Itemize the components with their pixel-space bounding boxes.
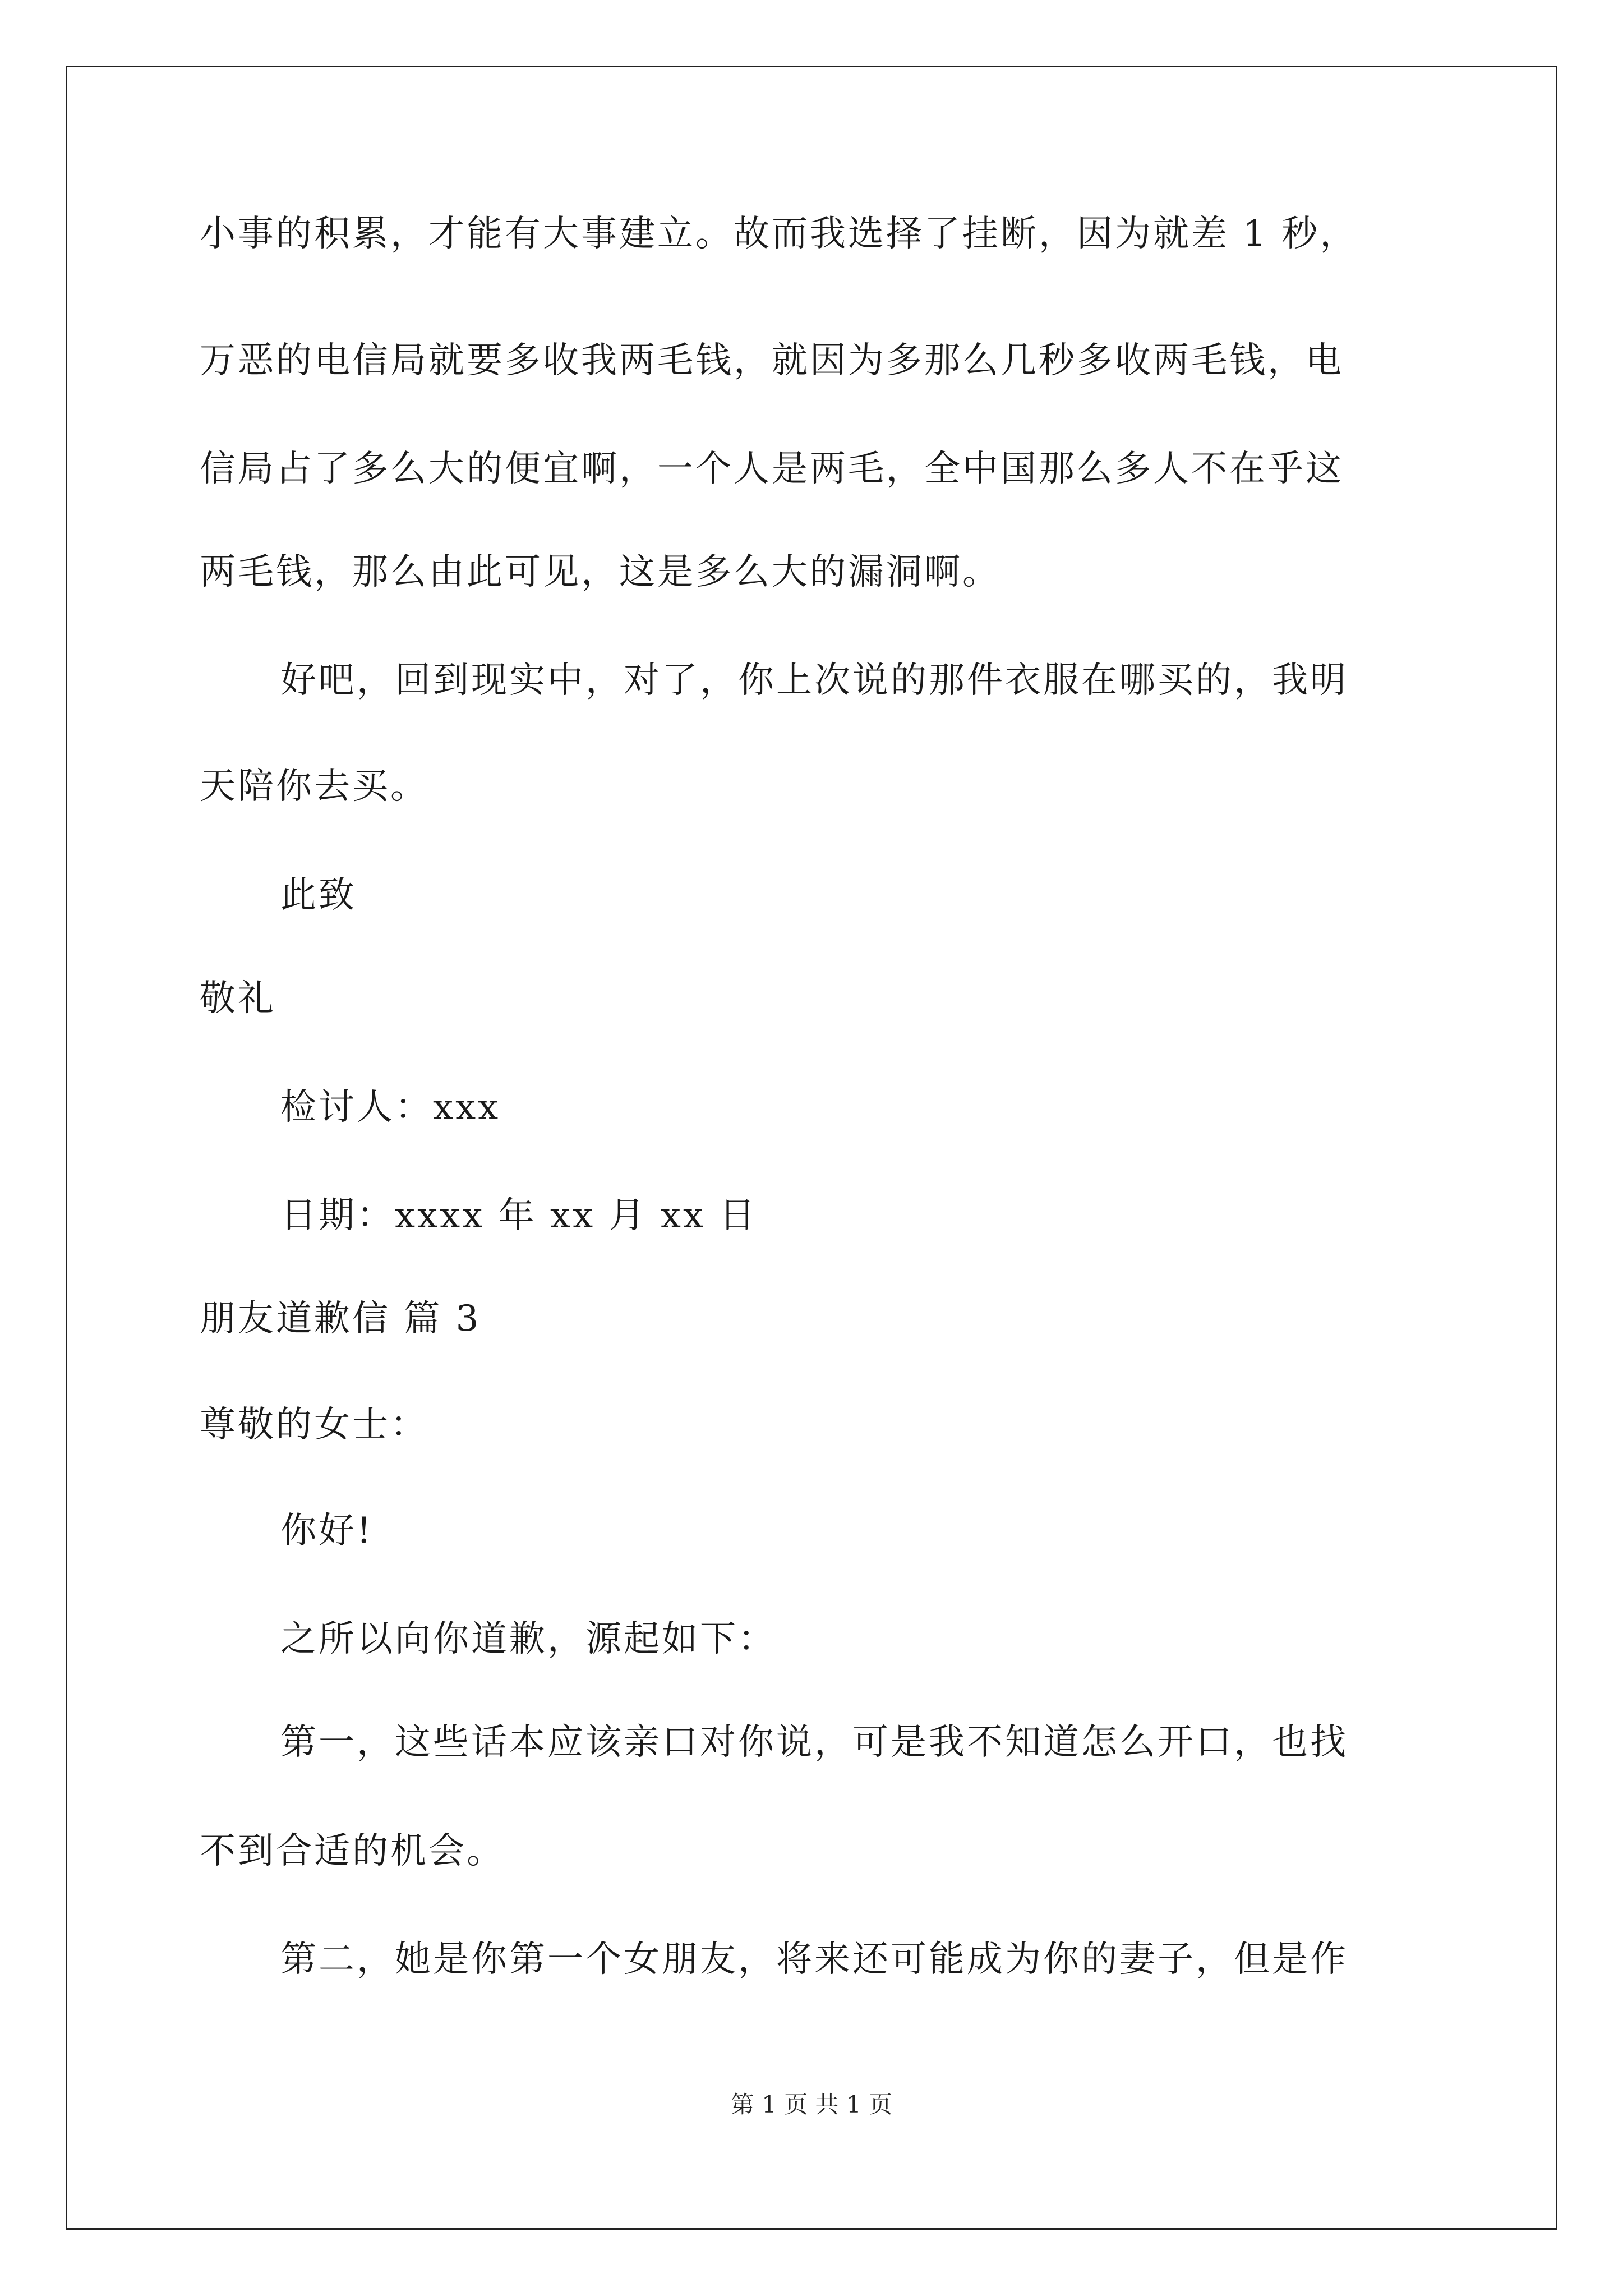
paragraph-line: 第一，这些话本应该亲口对你说，可是我不知道怎么开口，也找: [280, 1722, 1348, 1763]
signature-line: 检讨人：xxx: [280, 1087, 501, 1128]
page-number-footer: 第 1 页 共 1 页: [730, 2091, 893, 2118]
closing-line: 此致: [280, 875, 357, 916]
paragraph-line: 不到合适的机会。: [200, 1830, 505, 1872]
paragraph-line: 两毛钱，那么由此可见，这是多么大的漏洞啊。: [200, 551, 1000, 593]
paragraph-line: 之所以向你道歉，源起如下：: [280, 1618, 776, 1660]
paragraph-line: 万恶的电信局就要多收我两毛钱，就因为多那么几秒多收两毛钱，电: [200, 340, 1344, 381]
salutation-line: 尊敬的女士：: [200, 1404, 428, 1446]
section-heading: 朋友道歉信 篇 3: [200, 1298, 481, 1340]
paragraph-line: 小事的积累，才能有大事建立。故而我选择了挂断，因为就差 1 秒，: [200, 213, 1358, 255]
date-line: 日期：xxxx 年 xx 月 xx 日: [280, 1195, 758, 1236]
page-border: [66, 66, 1557, 2230]
closing-line: 敬礼: [200, 978, 276, 1019]
paragraph-line: 天陪你去买。: [200, 766, 428, 807]
greeting-line: 你好!: [280, 1510, 374, 1552]
paragraph-line: 信局占了多么大的便宜啊，一个人是两毛，全中国那么多人不在乎这: [200, 448, 1344, 490]
paragraph-line: 第二，她是你第一个女朋友，将来还可能成为你的妻子，但是作: [280, 1939, 1348, 1980]
paragraph-line: 好吧，回到现实中，对了，你上次说的那件衣服在哪买的，我明: [280, 660, 1348, 701]
